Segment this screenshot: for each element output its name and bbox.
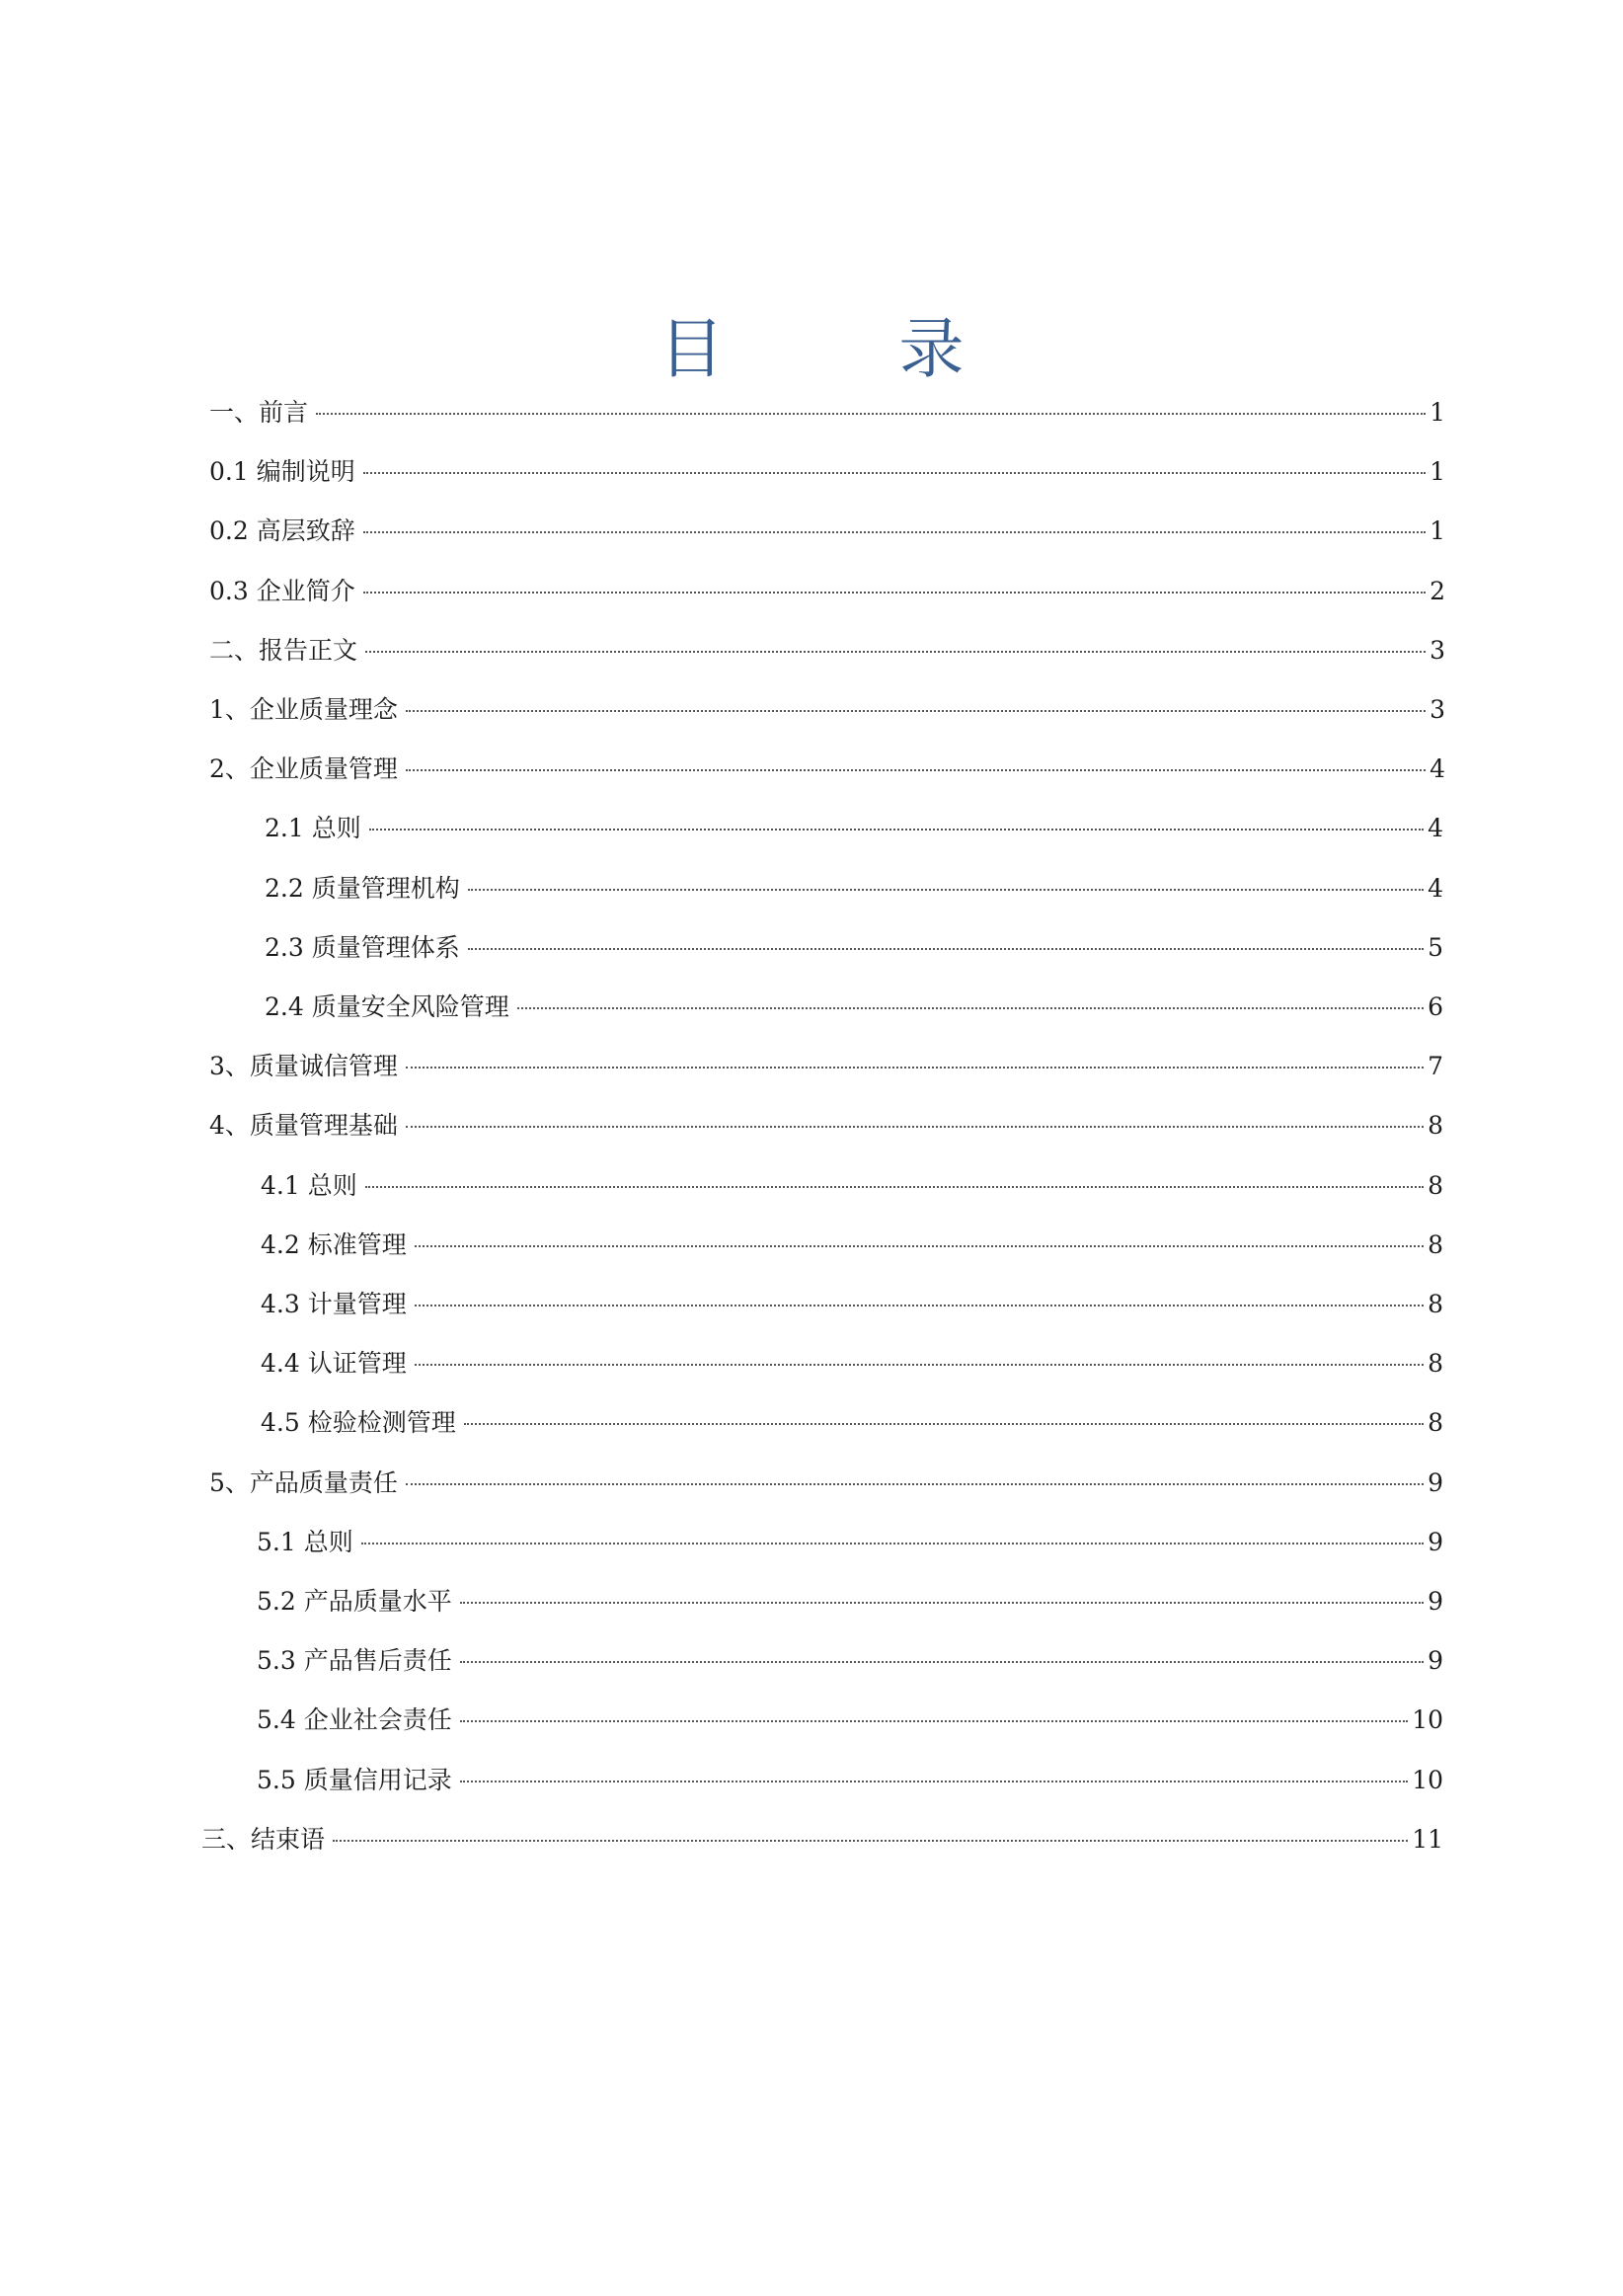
toc-entry-page: 2 bbox=[1430, 577, 1445, 605]
toc-entry-label: 5.4 企业社会责任 bbox=[257, 1705, 452, 1734]
toc-entry[interactable] bbox=[209, 631, 1445, 671]
toc-entry-page: 9 bbox=[1428, 1587, 1443, 1616]
toc-entry[interactable] bbox=[265, 928, 1443, 968]
toc-entry-label: 4、质量管理基础 bbox=[209, 1111, 398, 1140]
toc-entry[interactable] bbox=[209, 393, 1445, 433]
toc-title: 目 录 bbox=[658, 311, 1042, 387]
toc-leader-dots bbox=[460, 1780, 1408, 1782]
toc-entry[interactable] bbox=[257, 1761, 1443, 1800]
toc-leader-dots bbox=[406, 1125, 1424, 1128]
toc-entry-page: 1 bbox=[1430, 457, 1445, 486]
toc-leader-dots bbox=[460, 1719, 1408, 1722]
toc-entry-label: 1、企业质量理念 bbox=[209, 695, 398, 724]
toc-entry[interactable] bbox=[261, 1285, 1443, 1324]
toc-entry[interactable] bbox=[209, 1106, 1443, 1146]
toc-leader-dots bbox=[415, 1244, 1424, 1247]
toc-entry-page: 3 bbox=[1430, 695, 1445, 724]
toc-entry-label: 3、质量诚信管理 bbox=[209, 1052, 398, 1080]
toc-leader-dots bbox=[460, 1660, 1424, 1663]
toc-leader-dots bbox=[406, 768, 1426, 771]
toc-leader-dots bbox=[468, 947, 1424, 950]
toc-leader-dots bbox=[363, 471, 1426, 474]
toc-entry[interactable] bbox=[265, 869, 1443, 909]
toc-entry[interactable] bbox=[209, 690, 1445, 730]
toc-entry-label: 三、结束语 bbox=[201, 1825, 326, 1854]
toc-entry-page: 9 bbox=[1428, 1528, 1443, 1556]
toc-entry[interactable] bbox=[265, 809, 1443, 848]
toc-entry-page: 9 bbox=[1428, 1468, 1443, 1497]
toc-entry[interactable] bbox=[261, 1166, 1443, 1206]
toc-entry-label: 5.2 产品质量水平 bbox=[257, 1587, 452, 1616]
toc-entry-page: 4 bbox=[1428, 874, 1443, 903]
toc-leader-dots bbox=[415, 1304, 1424, 1306]
toc-entry-page: 1 bbox=[1430, 398, 1445, 427]
toc-entry-label: 2.4 质量安全风险管理 bbox=[265, 992, 509, 1021]
toc-leader-dots bbox=[415, 1363, 1424, 1366]
toc-entry[interactable] bbox=[265, 988, 1443, 1027]
toc-entry-page: 10 bbox=[1412, 1705, 1443, 1734]
toc-entry[interactable] bbox=[209, 452, 1445, 492]
toc-entry[interactable] bbox=[209, 1464, 1443, 1503]
toc-entry[interactable] bbox=[261, 1226, 1443, 1265]
toc-entry-page: 10 bbox=[1412, 1766, 1443, 1794]
toc-entry-label: 2.2 质量管理机构 bbox=[265, 874, 460, 903]
toc-entry-label: 5.5 质量信用记录 bbox=[257, 1766, 452, 1794]
toc-entry-label: 5.1 总则 bbox=[257, 1528, 353, 1556]
toc-entry[interactable] bbox=[209, 750, 1445, 789]
toc-entry-page: 7 bbox=[1428, 1052, 1443, 1080]
toc-entry[interactable] bbox=[257, 1701, 1443, 1740]
toc-leader-dots bbox=[406, 1482, 1424, 1485]
toc-leader-dots bbox=[365, 650, 1426, 653]
toc-entry-page: 8 bbox=[1428, 1230, 1443, 1259]
toc-entry-label: 0.1 编制说明 bbox=[209, 457, 355, 486]
toc-entry-label: 4.2 标准管理 bbox=[261, 1230, 407, 1259]
toc-entry-page: 6 bbox=[1428, 992, 1443, 1021]
toc-entry[interactable] bbox=[257, 1582, 1443, 1622]
toc-leader-dots bbox=[468, 888, 1424, 891]
toc-entry-label: 5.3 产品售后责任 bbox=[257, 1646, 452, 1675]
toc-entry-label: 4.4 认证管理 bbox=[261, 1349, 407, 1378]
toc-entry[interactable] bbox=[261, 1344, 1443, 1384]
toc-entry-page: 8 bbox=[1428, 1408, 1443, 1437]
toc-entry[interactable] bbox=[209, 512, 1445, 551]
toc-entry-label: 2.1 总则 bbox=[265, 814, 361, 842]
toc-entry-label: 5、产品质量责任 bbox=[209, 1468, 398, 1497]
toc-entry[interactable] bbox=[201, 1820, 1443, 1860]
toc-entry-label: 0.3 企业简介 bbox=[209, 577, 355, 605]
toc-entry-page: 11 bbox=[1412, 1825, 1443, 1854]
toc-leader-dots bbox=[460, 1601, 1424, 1604]
toc-entry-page: 4 bbox=[1430, 754, 1445, 783]
toc-entry-label: 4.1 总则 bbox=[261, 1171, 357, 1200]
toc-entry-label: 4.5 检验检测管理 bbox=[261, 1408, 456, 1437]
toc-entry-page: 9 bbox=[1428, 1646, 1443, 1675]
toc-entry-label: 一、前言 bbox=[209, 398, 309, 427]
toc-entry-page: 3 bbox=[1430, 636, 1445, 665]
toc-entry-page: 8 bbox=[1428, 1290, 1443, 1318]
toc-entry-label: 2.3 质量管理体系 bbox=[265, 933, 460, 962]
toc-entry-page: 8 bbox=[1428, 1111, 1443, 1140]
toc-leader-dots bbox=[316, 412, 1426, 415]
toc-entry-page: 8 bbox=[1428, 1349, 1443, 1378]
toc-entry-page: 8 bbox=[1428, 1171, 1443, 1200]
toc-leader-dots bbox=[369, 828, 1424, 831]
toc-leader-dots bbox=[333, 1839, 1408, 1842]
toc-leader-dots bbox=[406, 1066, 1424, 1069]
toc-entry[interactable] bbox=[209, 1047, 1443, 1086]
toc-entry-label: 0.2 高层致辞 bbox=[209, 516, 355, 545]
toc-leader-dots bbox=[363, 530, 1426, 533]
toc-leader-dots bbox=[517, 1006, 1424, 1009]
toc-entry[interactable] bbox=[261, 1403, 1443, 1443]
toc-entry-label: 2、企业质量管理 bbox=[209, 754, 398, 783]
toc-entry-page: 5 bbox=[1428, 933, 1443, 962]
toc-entry-page: 4 bbox=[1428, 814, 1443, 842]
toc-leader-dots bbox=[365, 1185, 1424, 1188]
toc-entry[interactable] bbox=[209, 572, 1445, 611]
toc-entry-label: 4.3 计量管理 bbox=[261, 1290, 407, 1318]
toc-leader-dots bbox=[363, 591, 1426, 594]
toc-entry[interactable] bbox=[257, 1641, 1443, 1681]
toc-leader-dots bbox=[361, 1542, 1424, 1544]
toc-entry-label: 二、报告正文 bbox=[209, 636, 358, 665]
toc-entry-page: 1 bbox=[1430, 516, 1445, 545]
toc-leader-dots bbox=[406, 709, 1426, 712]
toc-entry[interactable] bbox=[257, 1523, 1443, 1562]
toc-leader-dots bbox=[464, 1422, 1424, 1425]
